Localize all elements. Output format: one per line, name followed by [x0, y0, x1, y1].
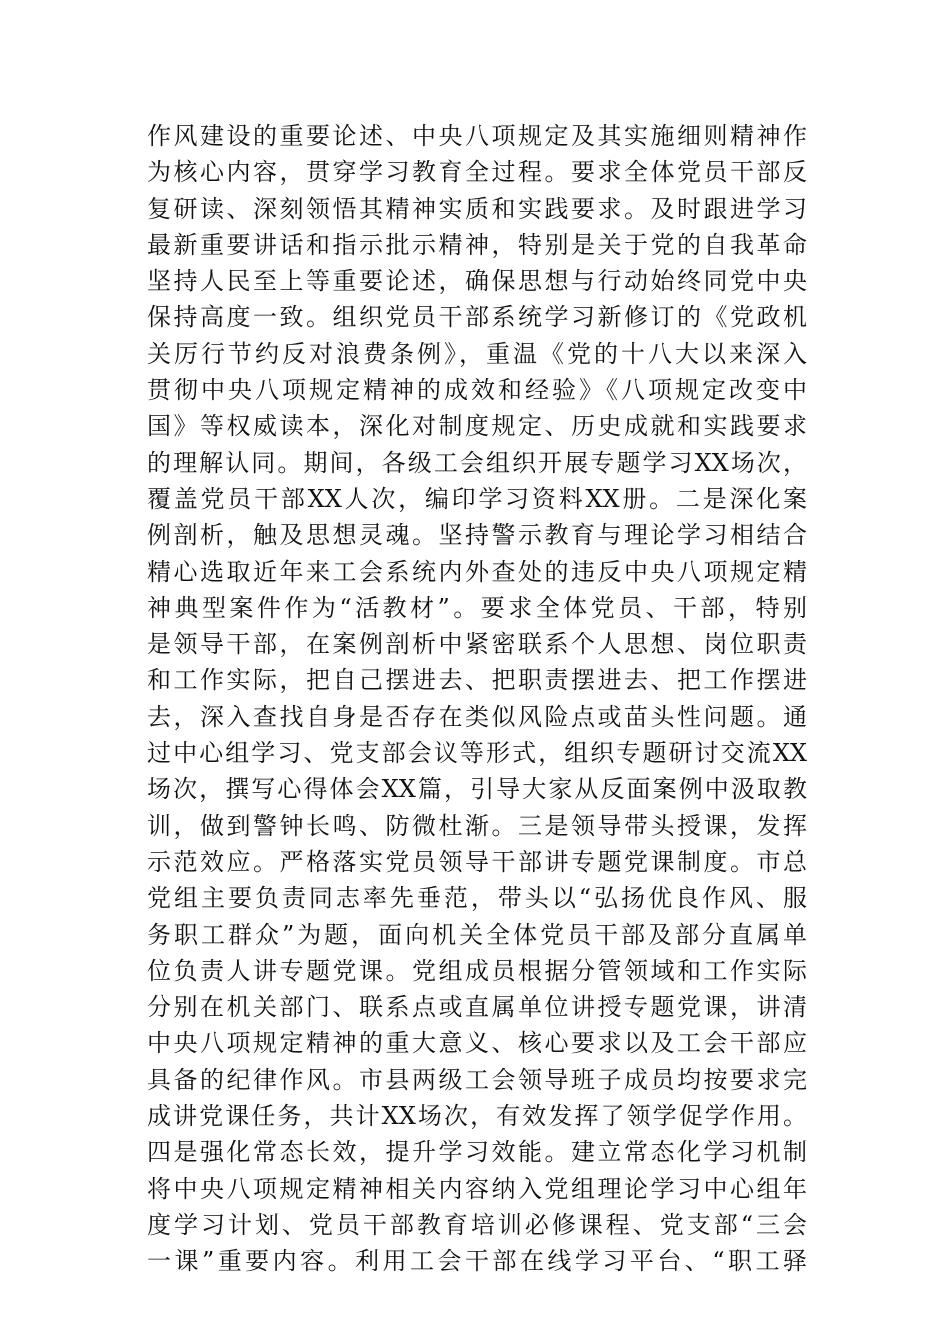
text-line: 位负责人讲专题党课。党组成员根据分管领域和工作实际 [147, 956, 807, 985]
body-paragraph [147, 118, 807, 1280]
text-line: 务职工群众”为题，面向机关全体党员干部及部分直属单 [147, 920, 807, 949]
text-line: 分别在机关部门、联系点或直属单位讲授专题党课，讲清 [147, 993, 807, 1022]
text-line: 作风建设的重要论述、中央八项规定及其实施细则精神作 [147, 122, 807, 150]
text-line: 坚持人民至上等重要论述，确保思想与行动始终同党中央 [147, 267, 807, 296]
text-line: 神典型案件作为“活教材”。要求全体党员、干部，特别 [147, 593, 807, 622]
text-line: 复研读、深刻领悟其精神实质和实践要求。及时跟进学习 [147, 194, 807, 223]
text-line: 和工作实际，把自己摆进去、把职责摆进去、把工作摆进 [147, 666, 807, 695]
text-line: 过中心组学习、党支部会议等形式，组织专题研讨交流XX [147, 739, 807, 768]
text-line: 的理解认同。期间，各级工会组织开展专题学习XX场次， [147, 448, 807, 477]
text-line: 保持高度一致。组织党员干部系统学习新修订的《党政机 [147, 303, 807, 332]
text-line: 示范效应。严格落实党员领导干部讲专题党课制度。市总 [147, 847, 807, 876]
text-line: 是领导干部，在案例剖析中紧密联系个人思想、岗位职责 [147, 630, 807, 659]
text-line: 场次，撰写心得体会XX篇，引导大家从反面案例中汲取教 [147, 775, 807, 804]
text-line: 覆盖党员干部XX人次，编印学习资料XX册。二是深化案 [147, 484, 807, 513]
text-line: 成讲党课任务，共计XX场次，有效发挥了领学促学作用。 [147, 1102, 807, 1131]
text-line: 度学习计划、党员干部教育培训必修课程、党支部“三会 [147, 1210, 807, 1239]
text-line: 一课”重要内容。利用工会干部在线学习平台、“职工驿 [147, 1247, 807, 1276]
text-line: 四是强化常态长效，提升学习效能。建立常态化学习机制 [147, 1138, 807, 1167]
text-line: 为核心内容，贯穿学习教育全过程。要求全体党员干部反 [147, 158, 807, 187]
text-line: 关厉行节约反对浪费条例》，重温《党的十八大以来深入 [147, 339, 807, 368]
text-line: 具备的纪律作风。市县两级工会领导班子成员均按要求完 [147, 1065, 807, 1094]
text-line: 精心选取近年来工会系统内外查处的违反中央八项规定精 [147, 557, 807, 586]
text-line: 贯彻中央八项规定精神的成效和经验》《八项规定改变中 [147, 376, 807, 405]
text-line: 将中央八项规定精神相关内容纳入党组理论学习中心组年 [147, 1174, 807, 1203]
text-line: 国》等权威读本，深化对制度规定、历史成就和实践要求 [147, 412, 807, 441]
text-line: 例剖析，触及思想灵魂。坚持警示教育与理论学习相结合 [147, 521, 807, 550]
text-line: 训，做到警钟长鸣、防微杜渐。三是领导带头授课，发挥 [147, 811, 807, 840]
text-line: 中央八项规定精神的重大意义、核心要求以及工会干部应 [147, 1029, 807, 1058]
text-line: 去，深入查找自身是否存在类似风险点或苗头性问题。通 [147, 702, 807, 731]
text-line: 党组主要负责同志率先垂范，带头以“弘扬优良作风、服 [147, 884, 807, 913]
text-line: 最新重要讲话和指示批示精神，特别是关于党的自我革命 [147, 230, 807, 259]
